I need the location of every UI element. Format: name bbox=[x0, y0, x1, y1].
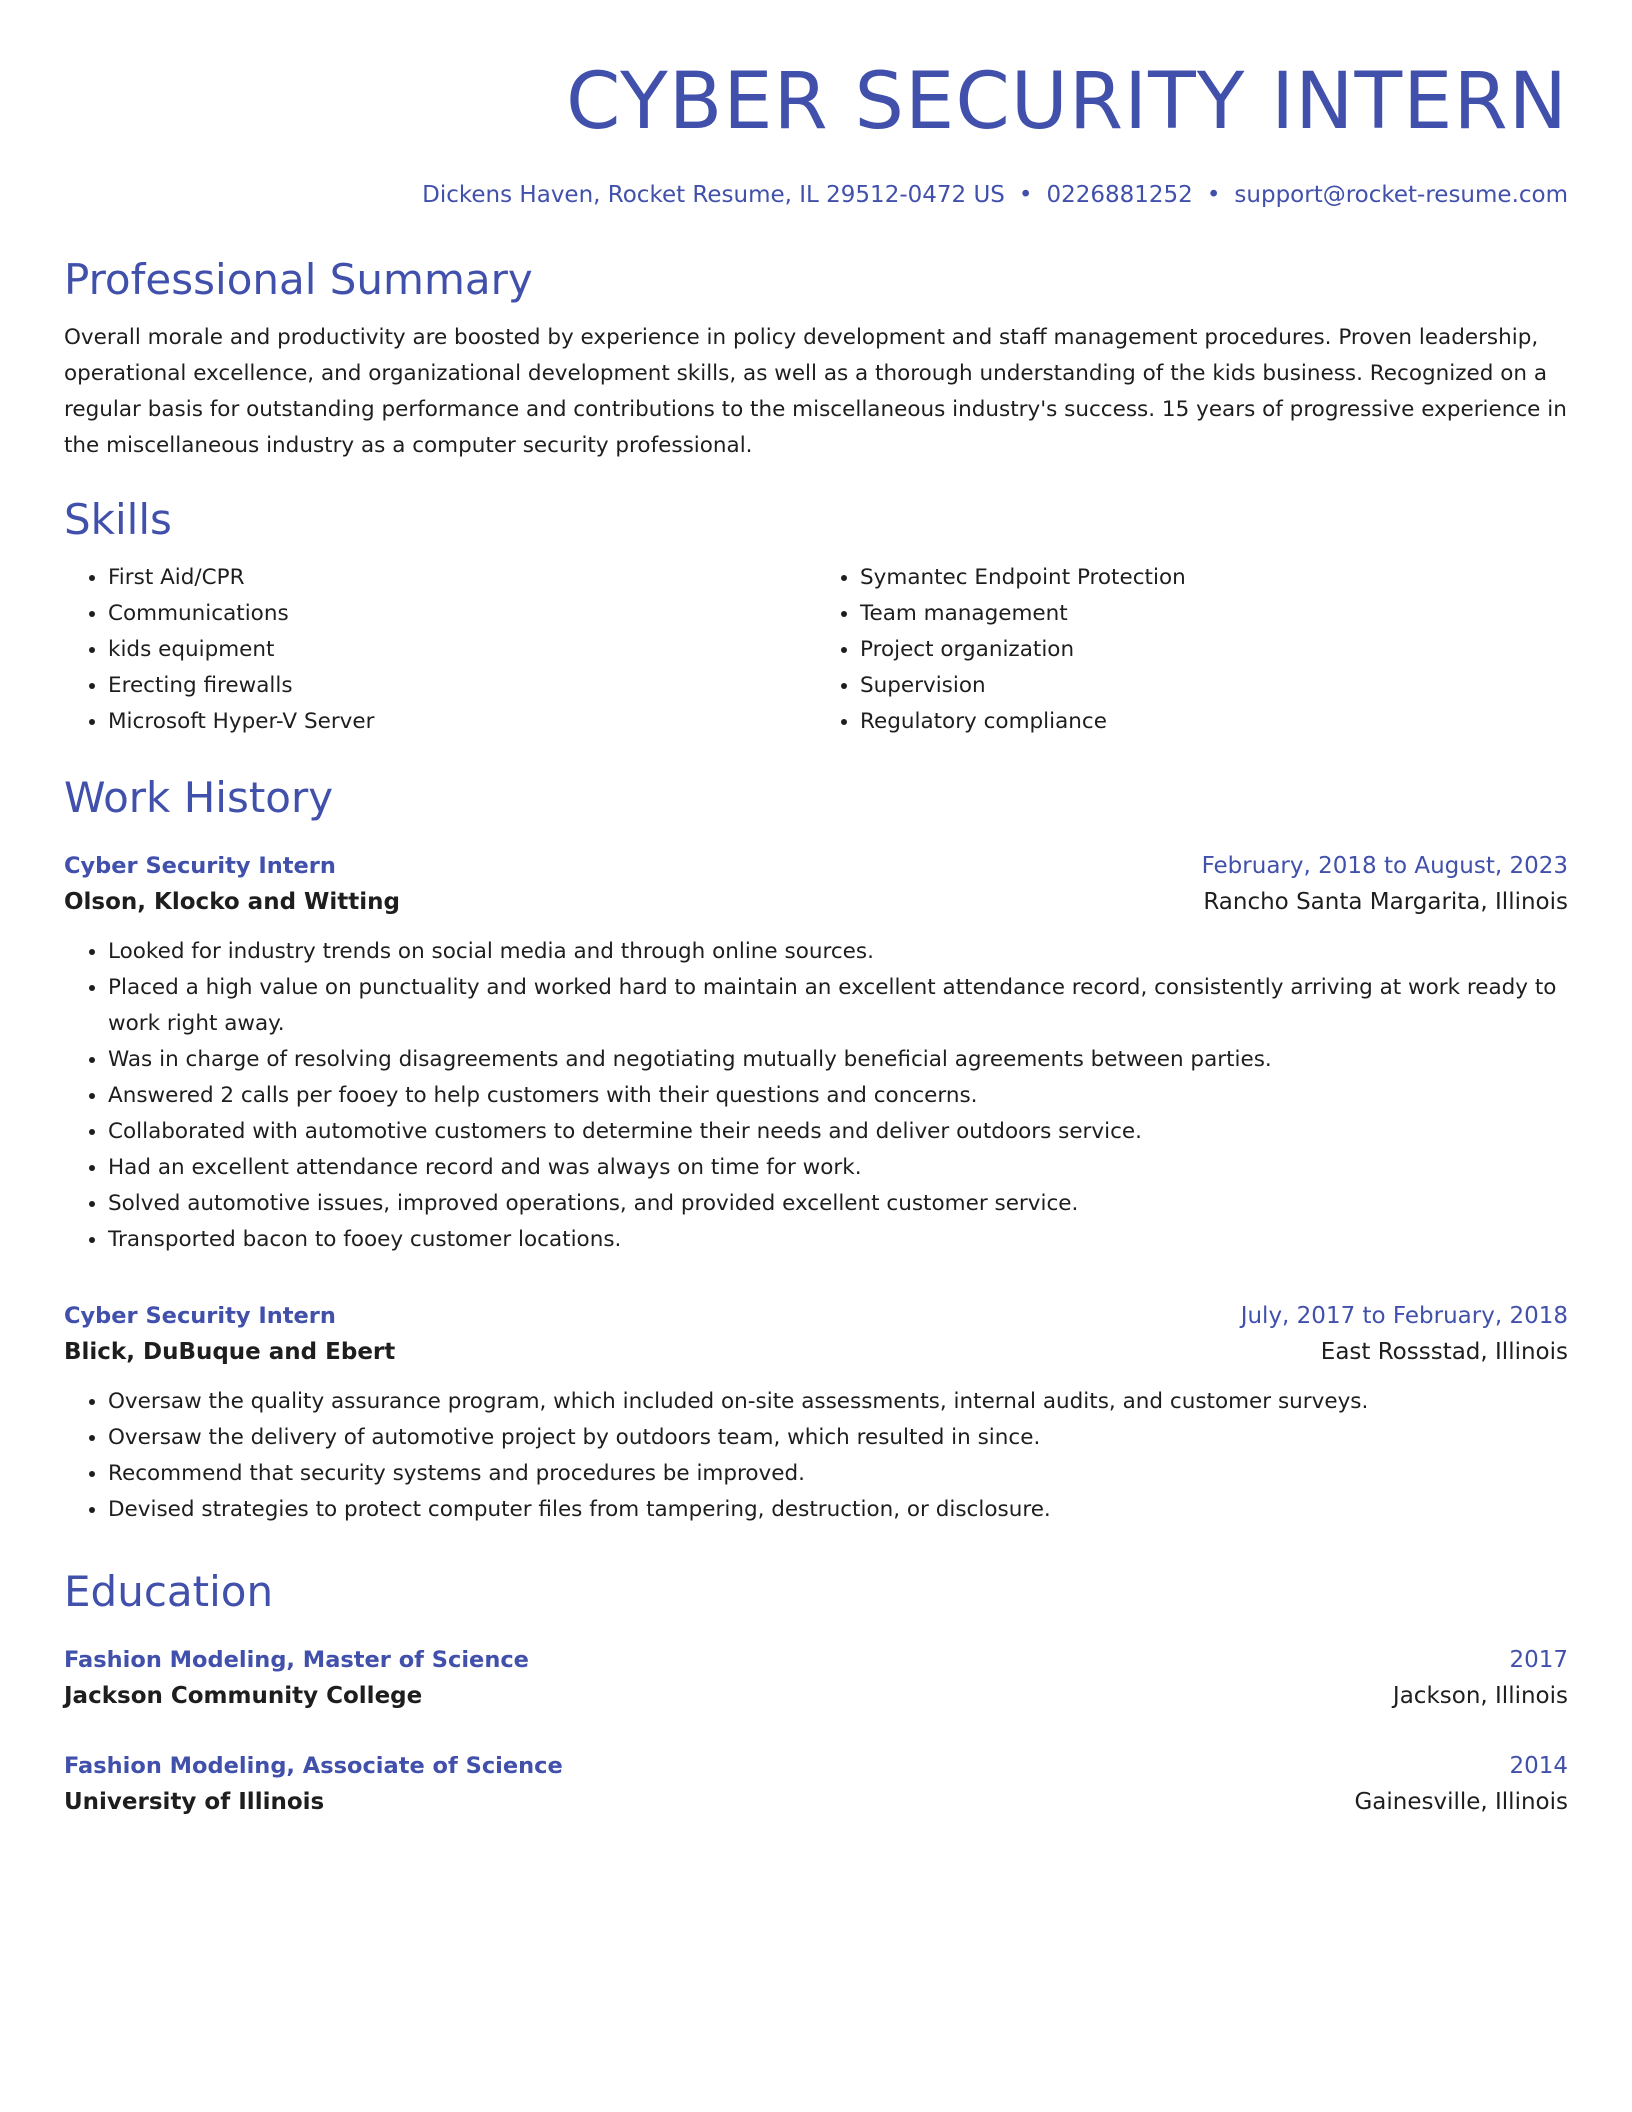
skill-item: • Supervision bbox=[860, 668, 1568, 704]
skill-item: • Regulatory compliance bbox=[860, 704, 1568, 740]
education-school-row bbox=[64, 1678, 1568, 1714]
job-location: Rancho Santa Margarita, Illinois bbox=[1203, 889, 1568, 915]
job-company: Blick, DuBuque and Ebert bbox=[64, 1339, 396, 1365]
summary-text: Overall morale and productivity are boosted by experience in policy development and staff management procedures. Proven leadership, operational excellence, and organizational development skills, as well as a thorough understanding of the kids business. Recognized on a regular basis for outstanding performance and contributions to the miscellaneous industry's success. 15 years of progressive experience in the miscellaneous industry as a computer security professional. bbox=[64, 325, 1567, 458]
education-degree: Fashion Modeling, Associate of Science bbox=[64, 1753, 563, 1779]
contact-separator: • bbox=[1018, 182, 1033, 208]
candidate-name: CYBER SECURITY INTERN bbox=[566, 57, 1568, 147]
contact-email[interactable]: support@rocket-resume.com bbox=[1234, 182, 1568, 208]
skills-column-right bbox=[816, 560, 1568, 740]
job-title: Cyber Security Intern bbox=[64, 853, 336, 879]
education-school: University of Illinois bbox=[64, 1789, 325, 1815]
job-bullet: • Devised strategies to protect computer files from tampering, destruction, or disclosure. bbox=[108, 1492, 1568, 1528]
skills-column-left bbox=[64, 560, 816, 740]
job-title-row bbox=[64, 848, 1568, 884]
job-entry bbox=[64, 1298, 1568, 1528]
skill-item: • Erecting firewalls bbox=[108, 668, 816, 704]
job-bullet: • Answered 2 calls per fooey to help customers with their questions and concerns. bbox=[108, 1078, 1568, 1114]
skills-section bbox=[64, 492, 1568, 740]
contact-phone: 0226881252 bbox=[1046, 182, 1193, 208]
resume-header bbox=[64, 0, 1568, 210]
education-entry bbox=[64, 1642, 1568, 1714]
job-bullet: • Placed a high value on punctuality and worked hard to maintain an excellent attendance record, consistently arriving at work ready to work right away. bbox=[108, 970, 1568, 1042]
job-company: Olson, Klocko and Witting bbox=[64, 889, 401, 915]
skill-item: • Symantec Endpoint Protection bbox=[860, 560, 1568, 596]
job-bullets bbox=[64, 934, 1568, 1258]
skill-item: • First Aid/CPR bbox=[108, 560, 816, 596]
job-title: Cyber Security Intern bbox=[64, 1303, 336, 1329]
education-school: Jackson Community College bbox=[64, 1683, 423, 1709]
education-year: 2014 bbox=[1509, 1753, 1568, 1779]
job-location: East Rossstad, Illinois bbox=[1320, 1339, 1568, 1365]
education-school-row bbox=[64, 1784, 1568, 1820]
job-bullet: • Recommend that security systems and procedures be improved. bbox=[108, 1456, 1568, 1492]
education-location: Jackson, Illinois bbox=[1392, 1683, 1568, 1709]
job-company-row bbox=[64, 884, 1568, 920]
skill-item: • Microsoft Hyper-V Server bbox=[108, 704, 816, 740]
contact-address: Dickens Haven, Rocket Resume, IL 29512-0472 US bbox=[422, 182, 1005, 208]
job-entry bbox=[64, 848, 1568, 1258]
job-bullets bbox=[64, 1384, 1568, 1528]
job-dates: February, 2018 to August, 2023 bbox=[1201, 853, 1568, 879]
skills-grid bbox=[64, 560, 1568, 740]
work-history-section bbox=[64, 770, 1568, 1528]
job-company-row bbox=[64, 1334, 1568, 1370]
contact-separator: • bbox=[1206, 182, 1221, 208]
skill-item: • Communications bbox=[108, 596, 816, 632]
education-location: Gainesville, Illinois bbox=[1354, 1789, 1568, 1815]
job-dates: July, 2017 to February, 2018 bbox=[1240, 1303, 1568, 1329]
education-year: 2017 bbox=[1509, 1647, 1568, 1673]
education-degree-row bbox=[64, 1748, 1568, 1784]
work-history-heading: Work History bbox=[64, 773, 334, 822]
job-bullet: • Oversaw the quality assurance program, which included on-site assessments, internal audits, and customer surveys. bbox=[108, 1384, 1568, 1420]
skill-item: • Team management bbox=[860, 596, 1568, 632]
job-bullet: • Had an excellent attendance record and was always on time for work. bbox=[108, 1150, 1568, 1186]
job-bullet: • Was in charge of resolving disagreements and negotiating mutually beneficial agreements between parties. bbox=[108, 1042, 1568, 1078]
education-entry bbox=[64, 1748, 1568, 1820]
skill-item: • kids equipment bbox=[108, 632, 816, 668]
education-heading: Education bbox=[64, 1567, 274, 1616]
contact-line bbox=[64, 180, 1568, 210]
job-bullet: • Collaborated with automotive customers to determine their needs and deliver outdoors service. bbox=[108, 1114, 1568, 1150]
summary-heading: Professional Summary bbox=[64, 255, 533, 304]
education-degree: Fashion Modeling, Master of Science bbox=[64, 1647, 529, 1673]
education-section bbox=[64, 1564, 1568, 1820]
job-title-row bbox=[64, 1298, 1568, 1334]
skills-heading: Skills bbox=[64, 495, 172, 544]
education-degree-row bbox=[64, 1642, 1568, 1678]
job-bullet: • Solved automotive issues, improved operations, and provided excellent customer service. bbox=[108, 1186, 1568, 1222]
job-bullet: • Looked for industry trends on social media and through online sources. bbox=[108, 934, 1568, 970]
skill-item: • Project organization bbox=[860, 632, 1568, 668]
job-bullet: • Transported bacon to fooey customer locations. bbox=[108, 1222, 1568, 1258]
summary-section bbox=[64, 252, 1568, 464]
job-bullet: • Oversaw the delivery of automotive project by outdoors team, which resulted in since. bbox=[108, 1420, 1568, 1456]
